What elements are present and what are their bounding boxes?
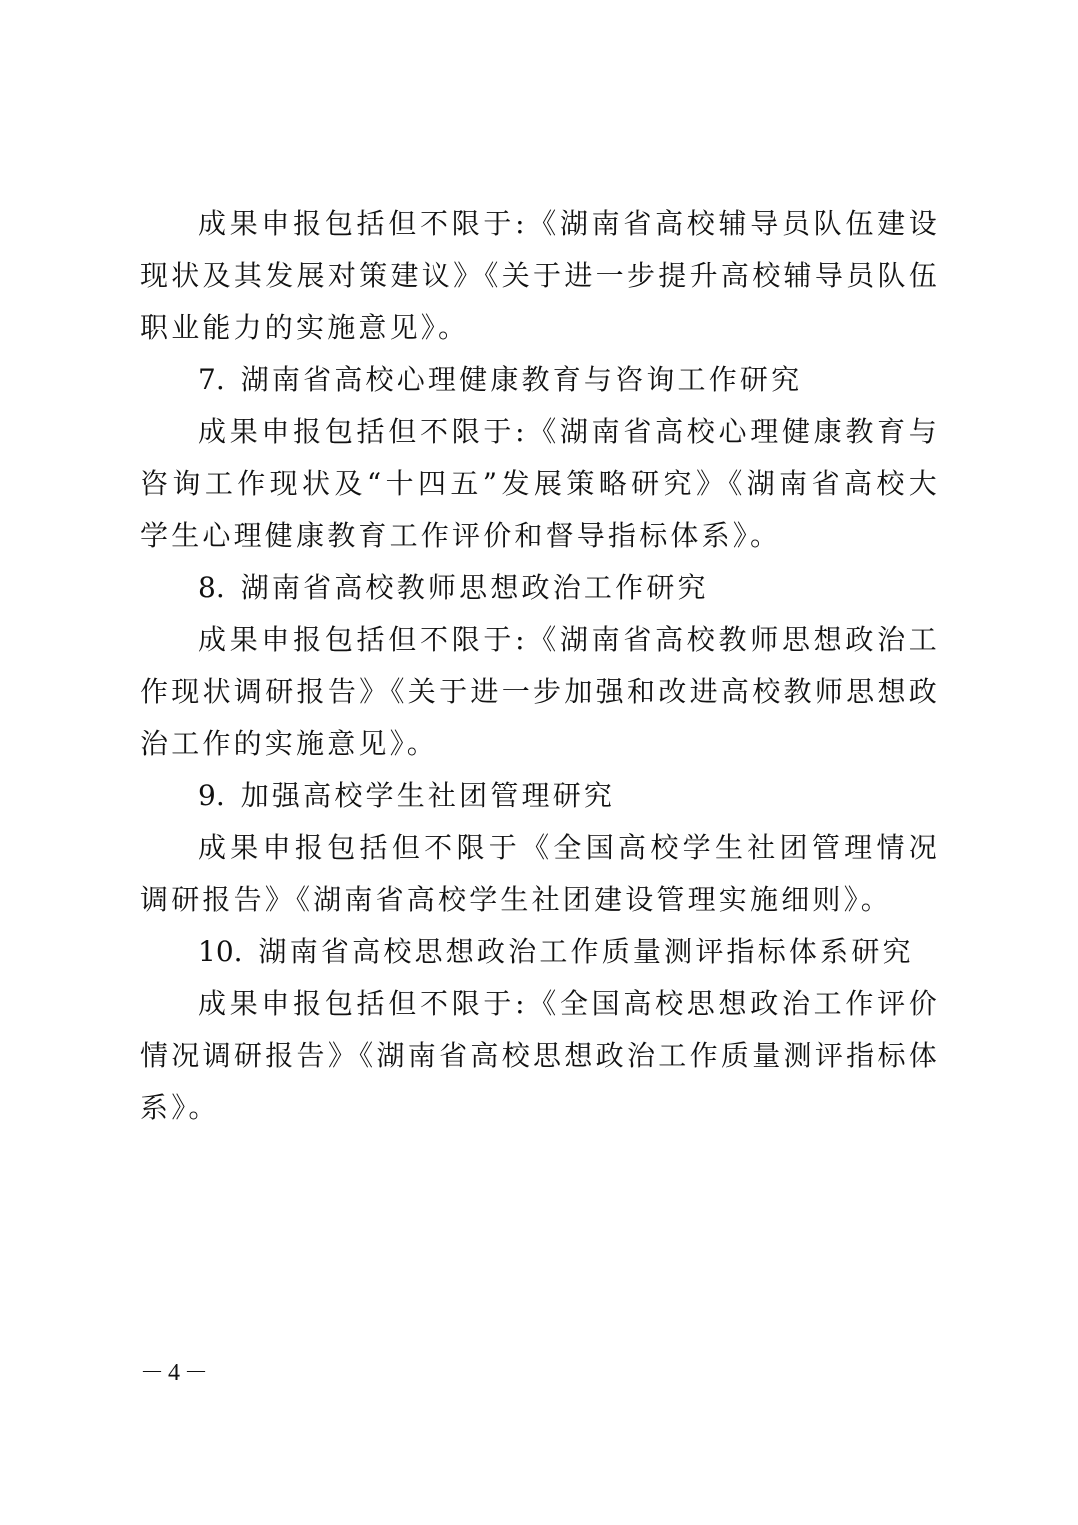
paragraph-outcome-counselor-team: 成果申报包括但不限于:《湖南省高校辅导员队伍建设现状及其发展对策建议》《关于进一步提升高校辅导员队伍职业能力的实施意见》。: [140, 207, 940, 344]
paragraph-outcome-student-clubs: 成果申报包括但不限于《全国高校学生社团管理情况调研报告》《湖南省高校学生社团建设管理实施细则》。: [140, 831, 940, 916]
section-number: 10.: [198, 935, 243, 968]
section-heading-7: [140, 354, 940, 406]
section-heading-8: [140, 562, 940, 614]
section-number: 7.: [198, 363, 225, 396]
page-number: －4－: [140, 1360, 212, 1386]
paragraph-outcome-teacher-ideology: 成果申报包括但不限于:《湖南省高校教师思想政治工作现状调研报告》《关于进一步加强和改进高校教师思想政治工作的实施意见》。: [140, 623, 940, 760]
section-number: 9.: [198, 779, 225, 812]
paragraph-outcome-mental-health: 成果申报包括但不限于:《湖南省高校心理健康教育与咨询工作现状及“十四五”发展策略研究》《湖南省高校大学生心理健康教育工作评价和督导指标体系》。: [140, 415, 940, 552]
section-title: 湖南省高校思想政治工作质量测评指标体系研究: [258, 935, 914, 968]
paragraph-outcome-quality-evaluation: 成果申报包括但不限于:《全国高校思想政治工作评价情况调研报告》《湖南省高校思想政治工作质量测评指标体系》。: [140, 987, 940, 1124]
section-heading-9: [140, 770, 940, 822]
section-heading-10: [140, 926, 940, 978]
section-title: 加强高校学生社团管理研究: [240, 779, 616, 812]
section-title: 湖南省高校教师思想政治工作研究: [240, 571, 709, 604]
document-body: [140, 198, 940, 1134]
section-number: 8.: [198, 571, 225, 604]
section-title: 湖南省高校心理健康教育与咨询工作研究: [240, 363, 803, 396]
